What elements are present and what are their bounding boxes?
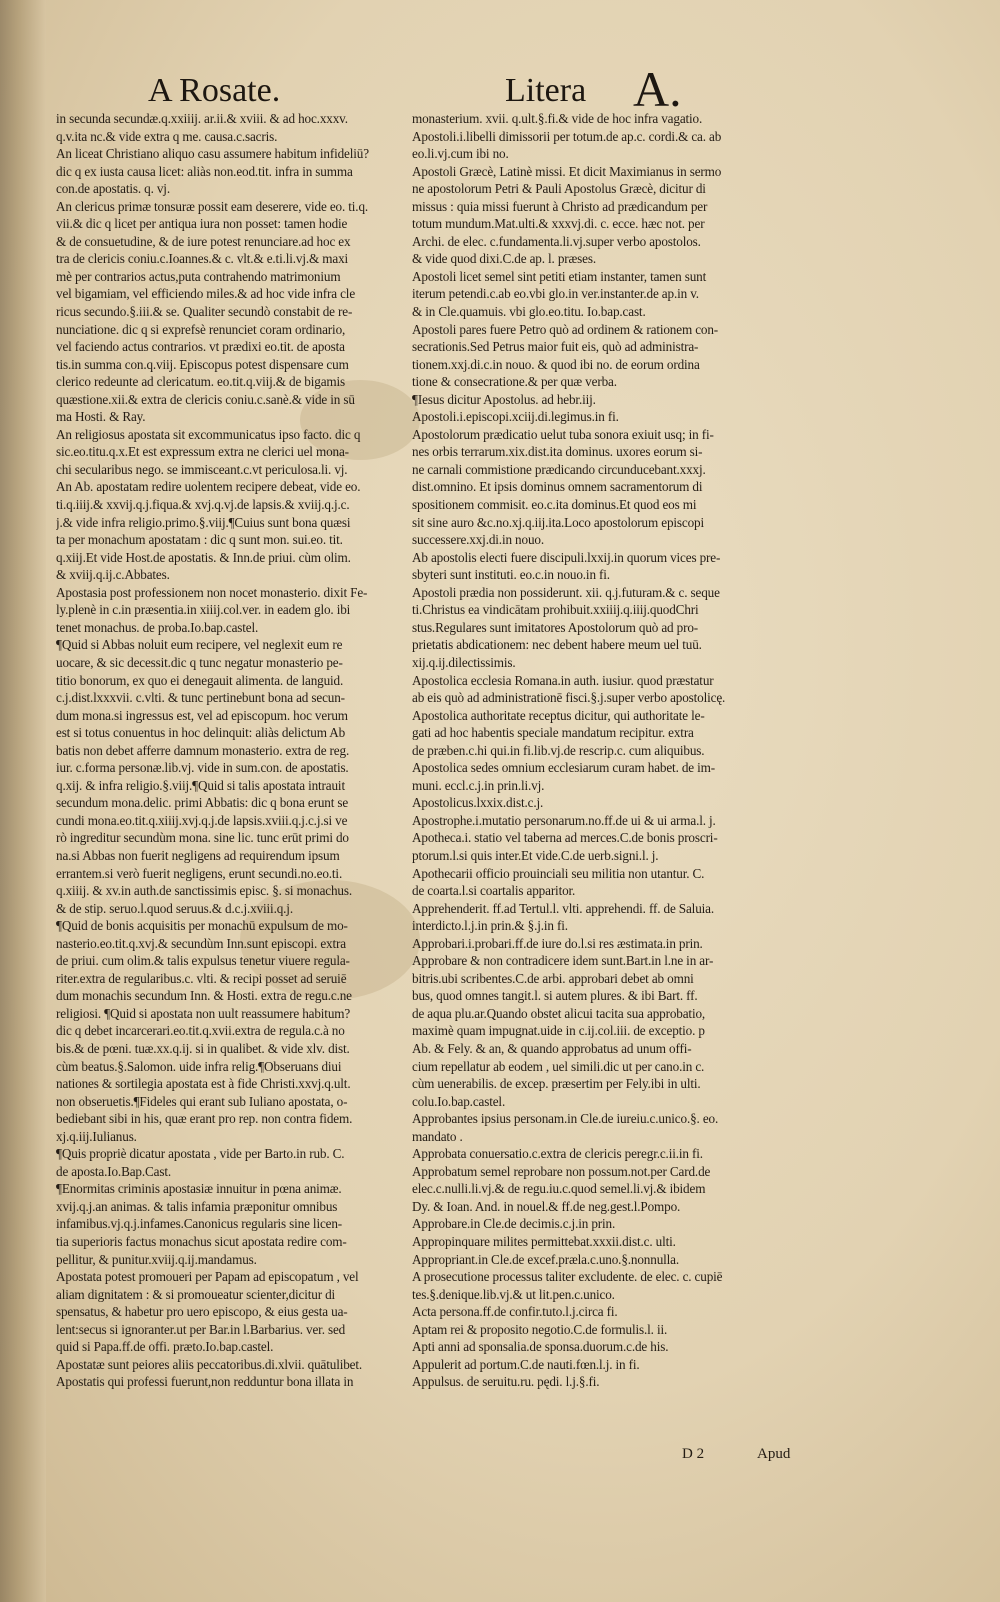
text-line: cùm uenerabilis. de excep. præsertim per Fely.ibi in ulti.: [412, 1076, 701, 1092]
text-line: Appropriant.in Cle.de excef.præla.c.uno.§.nonnulla.: [412, 1251, 680, 1267]
text-line: q.v.ita nc.& vide extra q me. causa.c.sacris.: [56, 128, 278, 144]
text-line: dum mona.si ingressus est, vel ad episcopum. hoc verum: [56, 707, 348, 723]
text-line: nationes & sortilegia apostata est à fide Christi.xxvj.q.ult.: [56, 1076, 351, 1092]
text-line: Apothecarii officio prouinciali seu militia non utantur. C.: [412, 865, 705, 881]
text-line: ¶Quid si Abbas noluit eum recipere, vel neglexit eum re: [56, 637, 343, 653]
text-line: Apostatæ sunt peiores aliis peccatoribus.di.xlvii. quātulibet.: [56, 1356, 363, 1372]
text-line: Approbantes ipsius personam.in Cle.de iureiu.c.unico.§. eo.: [412, 1111, 719, 1127]
text-line: dum monachis secundum Inn. & Hosti. extra de regu.c.ne: [56, 988, 352, 1004]
text-line: sic.eo.titu.q.x.Et est expressum extra ne clerici uel mona-: [56, 444, 349, 460]
text-line: mè per contrarios actus,puta contrahendo matrimonium: [56, 268, 341, 284]
text-line: ly.plenè in c.in præsentia.in xiiij.col.ver. in eadem glo. ibi: [56, 602, 351, 618]
text-line: An Ab. apostatam redire uolentem recipere debeat, vide eo.: [56, 479, 361, 495]
text-line: na.si Abbas non fuerit negligens ad requirendum ipsum: [56, 847, 340, 863]
text-line: aliam dignitatem : & si promoueatur scienter,dicitur di: [56, 1286, 336, 1302]
text-line: infamibus.vj.q.j.infames.Canonicus regularis sine licen-: [56, 1216, 343, 1232]
text-line: monasterium. xvii. q.ult.§.fi.& vide de hoc infra vagatio.: [412, 111, 703, 126]
text-line: Apostoli.i.libelli dimissorii per totum.de ap.c. cordi.& ca. ab: [412, 128, 722, 144]
text-line: gati ad hoc habentis speciale mandatum recipitur. extra: [412, 725, 694, 741]
text-line: Apostoli prædia non possiderunt. xii. q.j.futuram.& c. seque: [412, 584, 720, 600]
text-line: muni. eccl.c.j.in prin.li.vj.: [412, 777, 545, 793]
text-line: de aposta.Io.Bap.Cast.: [56, 1163, 171, 1179]
text-line: ne apostolorum Petri & Pauli Apostolus Græcè, dicitur di: [412, 181, 706, 197]
text-line: Approbatum semel reprobare non possum.not.per Card.de: [412, 1163, 711, 1179]
binding-gutter: [0, 0, 46, 1602]
text-line: Apostolica ecclesia Romana.in auth. iusiur. quod præstatur: [412, 672, 714, 688]
text-line: xvij.q.j.an animas. & talis infamia præponitur omnibus: [56, 1198, 338, 1214]
text-line: vii.& dic q licet per antiqua iura non posset: tamen hodie: [56, 216, 348, 232]
text-line: Apostata potest promoueri per Papam ad episcopatum , vel: [56, 1269, 359, 1285]
text-line: ne carnali commistione prædicando circunducebant.xxxj.: [412, 461, 706, 477]
text-line: ¶Quis propriè dicatur apostata , vide per Barto.in rub. C.: [56, 1146, 345, 1162]
text-line: vel bigamiam, vel efficiendo miles.& ad hoc vide infra cle: [56, 286, 356, 302]
text-line: pellitur, & punitur.xviij.q.ij.mandamus.: [56, 1251, 257, 1267]
text-line: cùm beatus.§.Salomon. uide infra relig.¶Obseruans diui: [56, 1058, 342, 1074]
text-line: Apostolicus.lxxix.dist.c.j.: [412, 795, 544, 811]
text-line: ta per monachum apostatam : dic q sunt mon. sui.eo. tit.: [56, 532, 343, 548]
text-line: de aqua plu.ar.Quando obstet alicui tacita sua approbatio,: [412, 1005, 706, 1021]
text-line: con.de apostatis. q. vj.: [56, 181, 170, 197]
text-line: dic q debet incarcerari.eo.tit.q.xvii.extra de regula.c.à no: [56, 1023, 345, 1039]
text-line: c.j.dist.lxxxvii. c.vlti. & tunc pertinebunt bona ad secun-: [56, 690, 345, 706]
text-line: stus.Regulares sunt imitatores Apostolorum quò ad pro-: [412, 619, 699, 635]
text-line: tionem.xxj.di.c.in nouo. & quod ibi no. de eorum ordina: [412, 356, 700, 372]
text-line: ¶Enormitas criminis apostasiæ innuitur in pœna animæ.: [56, 1181, 342, 1197]
text-line: maximè quam impugnat.uide in c.ij.col.iii. de exceptio. p: [412, 1023, 705, 1039]
text-line: iterum petendi.c.ab eo.vbi glo.in ver.instanter.de ap.in v.: [412, 286, 699, 302]
text-line: ab eis quò ad administrationē fisci.§.j.super verbo apostolicę.: [412, 690, 726, 706]
text-line: rò ingreditur secundùm mona. sine lic. tunc erūt primi do: [56, 830, 349, 846]
text-line: Apostoli licet semel sint petiti etiam instanter, tamen sunt: [412, 268, 707, 284]
text-line: spositionem commisit. eo.c.ita dominus.Et quod eos mi: [412, 497, 697, 513]
text-line: Approbari.i.probari.ff.de iure do.l.si res æstimata.in prin.: [412, 935, 703, 951]
text-line: titio bonorum, ex quo ei denegauit alimenta. de languid.: [56, 672, 344, 688]
text-line: A prosecutione processus taliter excludente. de elec. c. cupiē: [412, 1269, 723, 1285]
text-line: non obseruetis.¶Fideles qui erant sub Iuliano apostata, o-: [56, 1093, 348, 1109]
text-line: interdicto.l.j.in prin.& §.j.in fi.: [412, 918, 568, 934]
text-line: Approbata conuersatio.c.extra de clericis peregr.c.ii.in fi.: [412, 1146, 703, 1162]
text-line: Apostrophe.i.mutatio personarum.no.ff.de ui & ui arma.l. j.: [412, 812, 716, 828]
text-line: errantem.si verò fuerit negligens, erunt secundi.no.eo.ti.: [56, 865, 343, 881]
text-line: Ab apostolis electi fuere discipuli.lxxij.in quorum vices pre-: [412, 549, 721, 565]
text-line: riter.extra de regularibus.c. vlti. & recipi posset ad seruiē: [56, 970, 347, 986]
text-line: elec.c.nulli.li.vj.& de regu.iu.c.quod semel.li.vj.& ibidem: [412, 1181, 706, 1197]
text-line: & xviij.q.ij.c.Abbates.: [56, 567, 170, 583]
text-line: quæstione.xii.& extra de clericis coniu.c.sanè.& vide in sū: [56, 391, 355, 407]
text-line: Apostoli pares fuere Petro quò ad ordinem & rationem con-: [412, 321, 719, 337]
text-line: Apprehenderit. ff.ad Tertul.l. vlti. apprehendi. ff. de Saluia.: [412, 900, 715, 916]
text-line: clerico redeunte ad clericatum. eo.tit.q.viij.& de bigamis: [56, 374, 346, 390]
text-line: xij.q.ij.dilectissimis.: [412, 654, 516, 670]
text-line: Approbare & non contradicere idem sunt.Bart.in l.ne in ar-: [412, 953, 714, 969]
text-line: Apostoli.i.episcopi.xciij.di.legimus.in fi.: [412, 409, 619, 425]
section-letter: A.: [633, 61, 682, 117]
text-line: eo.li.vj.cum ibi no.: [412, 146, 509, 162]
text-line: Dy. & Ioan. And. in nouel.& ff.de neg.gest.l.Pompo.: [412, 1198, 681, 1214]
text-line: xj.q.iij.Iulianus.: [56, 1128, 137, 1144]
text-line: Apostolica authoritate receptus dicitur, qui authoritate le-: [412, 707, 705, 723]
text-line: Apostolica sedes omnium ecclesiarum curam habet. de im-: [412, 760, 716, 776]
text-line: est si totus conuentus in hoc delinquit: aliàs delictum Ab: [56, 725, 346, 741]
text-line: j.& vide infra religio.primo.§.viij.¶Cuius sunt bona quæsi: [56, 514, 351, 530]
text-line: in secunda secundæ.q.xxiiij. ar.ii.& xviii. & ad hoc.xxxv.: [56, 111, 348, 126]
text-line: tis.in summa con.q.viij. Episcopus potest dispensare cum: [56, 356, 349, 372]
text-line: bus, quod omnes tangit.l. si autem plures. & ibi Bart. ff.: [412, 988, 698, 1004]
text-line: Acta persona.ff.de confir.tuto.l.j.circa fi.: [412, 1304, 618, 1320]
text-line: q.xiij.Et vide Host.de apostatis. & Inn.de priui. cùm olim.: [56, 549, 351, 565]
text-line: Apostoli Græcè, Latinè missi. Et dicit Maximianus in sermo: [412, 163, 722, 179]
text-line: mandato .: [412, 1128, 463, 1144]
text-line: totum mundum.Mat.ulti.& xxxvj.di. c. ecce. hæc not. per: [412, 216, 705, 232]
text-line: cium repellatur ab eodem , uel simili.dic ut per cano.in c.: [412, 1058, 705, 1074]
text-line: ti.q.iiij.& xxvij.q.j.fiqua.& xvj.q.vj.de lapsis.& xviij.q.j.c.: [56, 497, 350, 513]
text-line: & in Cle.quamuis. vbi glo.eo.titu. Io.bap.cast.: [412, 304, 646, 320]
text-line: ¶Quid de bonis acquisitis per monachū expulsum de mo-: [56, 918, 348, 934]
text-line: & vide quod dixi.C.de ap. l. præses.: [412, 251, 596, 267]
text-line: Aptam rei & proposito negotio.C.de formulis.l. ii.: [412, 1321, 668, 1337]
text-line: de coarta.l.si coartalis apparitor.: [412, 883, 576, 899]
catchword: Apud: [757, 1446, 791, 1462]
text-line: q.xij. & infra religio.§.viij.¶Quid si talis apostata intrauit: [56, 777, 345, 793]
text-line: Appulerit ad portum.C.de nauti.fœn.l.j. in fi.: [412, 1356, 640, 1372]
text-line: chi secularibus nego. se immisceant.c.vt periculosa.li. vj.: [56, 461, 348, 477]
text-line: tes.§.denique.lib.vj.& ut lit.pen.c.unico.: [412, 1286, 615, 1302]
text-line: & de consuetudine, & de iure potest renunciare.ad hoc ex: [56, 233, 351, 249]
text-line: missus : quia missi fuerunt à Christo ad prædicandum per: [412, 198, 708, 214]
text-line: dic q ex iusta causa licet: aliàs non.eod.tit. infra in summa: [56, 163, 353, 179]
text-line: secrationis.Sed Petrus maior fuit eis, quò ad administra-: [412, 339, 699, 355]
text-line: An liceat Christiano aliquo casu assumere habitum infideliū?: [56, 146, 369, 162]
text-line: Appropinquare milites permittebat.xxxii.dist.c. ulti.: [412, 1234, 676, 1249]
text-line: ti.Christus ea vindicātam prohibuit.xxiiij.q.iiij.quodChri: [412, 602, 699, 618]
text-line: Apostatis qui professi fuerunt,non redduntur bona illata in: [56, 1374, 354, 1390]
text-line: batis non debet afferre damnum monasterio. extra de reg.: [56, 742, 350, 758]
text-line: uocare, & sic decessit.dic q tunc negatur monasterio pe-: [56, 654, 343, 670]
text-line: quid si Papa.ff.de offi. præto.Io.bap.castel.: [56, 1339, 274, 1355]
text-line: prietatis abdicationem: nec debent habere meum uel tuū.: [412, 637, 702, 653]
text-line: ricus secundo.§.iii.& se. Qualiter secundò constabit de re-: [56, 304, 353, 320]
text-line: successere.xxj.di.in nouo.: [412, 532, 544, 548]
text-line: Appulsus. de seruitu.ru. pędi. l.j.§.fi.: [412, 1374, 600, 1390]
text-line: spensatus, & habetur pro uero episcopo, & eius gesta ua-: [56, 1304, 348, 1320]
text-line: ptorum.l.si quis inter.Et vide.C.de uerb.signi.l. j.: [412, 847, 659, 863]
text-line: Apostolorum prædicatio uelut tuba sonora exiuit usq; in fi-: [412, 426, 714, 442]
text-line: ¶Iesus dicitur Apostolus. ad hebr.iij.: [412, 391, 596, 407]
running-head-right: Litera: [505, 72, 587, 109]
text-line: nes orbis terrarum.xix.dist.ita dominus. uxores eorum si-: [412, 444, 703, 460]
running-head-left: A Rosate.: [148, 72, 281, 109]
text-line: religiosi. ¶Quid si apostata non uult reassumere habitum?: [56, 1005, 351, 1021]
text-line: tia superioris factus monachus sicut apostata redire com-: [56, 1234, 347, 1249]
text-line: iur. c.forma personæ.lib.vj. vide in sum.con. de apostatis.: [56, 760, 349, 776]
text-line: sit sine auro &c.no.xj.q.iij.ita.Loco apostolorum episcopi: [412, 514, 704, 530]
text-line: bediebant sibi in his, quæ erant pro rep. non contra fidem.: [56, 1111, 353, 1127]
text-line: bis.& de pœni. tuæ.xx.q.ij. si in qualibet. & vide xlv. dist.: [56, 1040, 350, 1056]
text-line: dist.omnino. Et ipsis dominus omnem sacramentorum di: [412, 479, 703, 495]
text-line: de præben.c.hi qui.in fi.lib.vj.de rescrip.c. cum aliquibus.: [412, 742, 705, 758]
text-line: q.xiiij. & xv.in auth.de sanctissimis episc. §. si monachus.: [56, 883, 352, 899]
text-line: vel faciendo actus contrarios. vt prædixi eo.tit. de aposta: [56, 339, 345, 355]
text-line: Apotheca.i. statio vel taberna ad merces.C.de bonis proscri-: [412, 830, 718, 846]
right-text-column: [412, 110, 822, 1391]
left-text-column: [56, 110, 398, 1391]
text-line: Ab. & Fely. & an, & quando approbatus ad unum offi-: [412, 1040, 692, 1056]
text-line: de priui. cum olim.& talis expulsus tenetur viuere regula-: [56, 953, 350, 969]
text-line: An religiosus apostata sit excommunicatus ipso facto. dic q: [56, 426, 361, 442]
text-line: tenet monachus. de proba.Io.bap.castel.: [56, 619, 259, 635]
text-line: ma Hosti. & Ray.: [56, 409, 146, 425]
text-line: tione & consecratione.& per quæ verba.: [412, 374, 617, 390]
text-line: nasterio.eo.tit.q.xvj.& secundùm Inn.sunt episcopi. extra: [56, 935, 346, 951]
text-line: Approbare.in Cle.de decimis.c.j.in prin.: [412, 1216, 616, 1232]
signature-mark: D 2: [682, 1446, 705, 1462]
text-line: tra de clericis coniu.c.Ioannes.& c. vlt.& e.ti.li.vj.& maxi: [56, 251, 349, 267]
text-line: An clericus primæ tonsuræ possit eam deserere, vide eo. ti.q.: [56, 198, 369, 214]
text-line: cundi mona.eo.tit.q.xiiij.xvj.q.j.de lapsis.xviii.q.j.c.j.si ve: [56, 812, 348, 828]
text-line: colu.Io.bap.castel.: [412, 1093, 506, 1109]
text-line: secundum mona.delic. primi Abbatis: dic q bona erunt se: [56, 795, 349, 811]
text-line: lent:secus si ignoranter.ut per Bar.in l.Barbarius. ver. sed: [56, 1321, 346, 1337]
text-line: sbyteri sunt instituti. eo.c.in nouo.in fi.: [412, 567, 610, 583]
text-line: Apostasia post professionem non nocet monasterio. dixit Fe-: [56, 584, 368, 600]
text-line: nunciatione. dic q si exprefsè renunciet coram ordinario,: [56, 321, 346, 337]
text-line: bitris.ubi scribentes.C.de arbi. approbari debet ab omni: [412, 970, 694, 986]
text-line: & de stip. seruo.l.quod seruus.& d.c.j.xviii.q.j.: [56, 900, 293, 916]
text-line: Archi. de elec. c.fundamenta.li.vj.super verbo apostolos.: [412, 233, 701, 249]
text-line: Apti anni ad sponsalia.de sponsa.duorum.c.de his.: [412, 1339, 669, 1355]
